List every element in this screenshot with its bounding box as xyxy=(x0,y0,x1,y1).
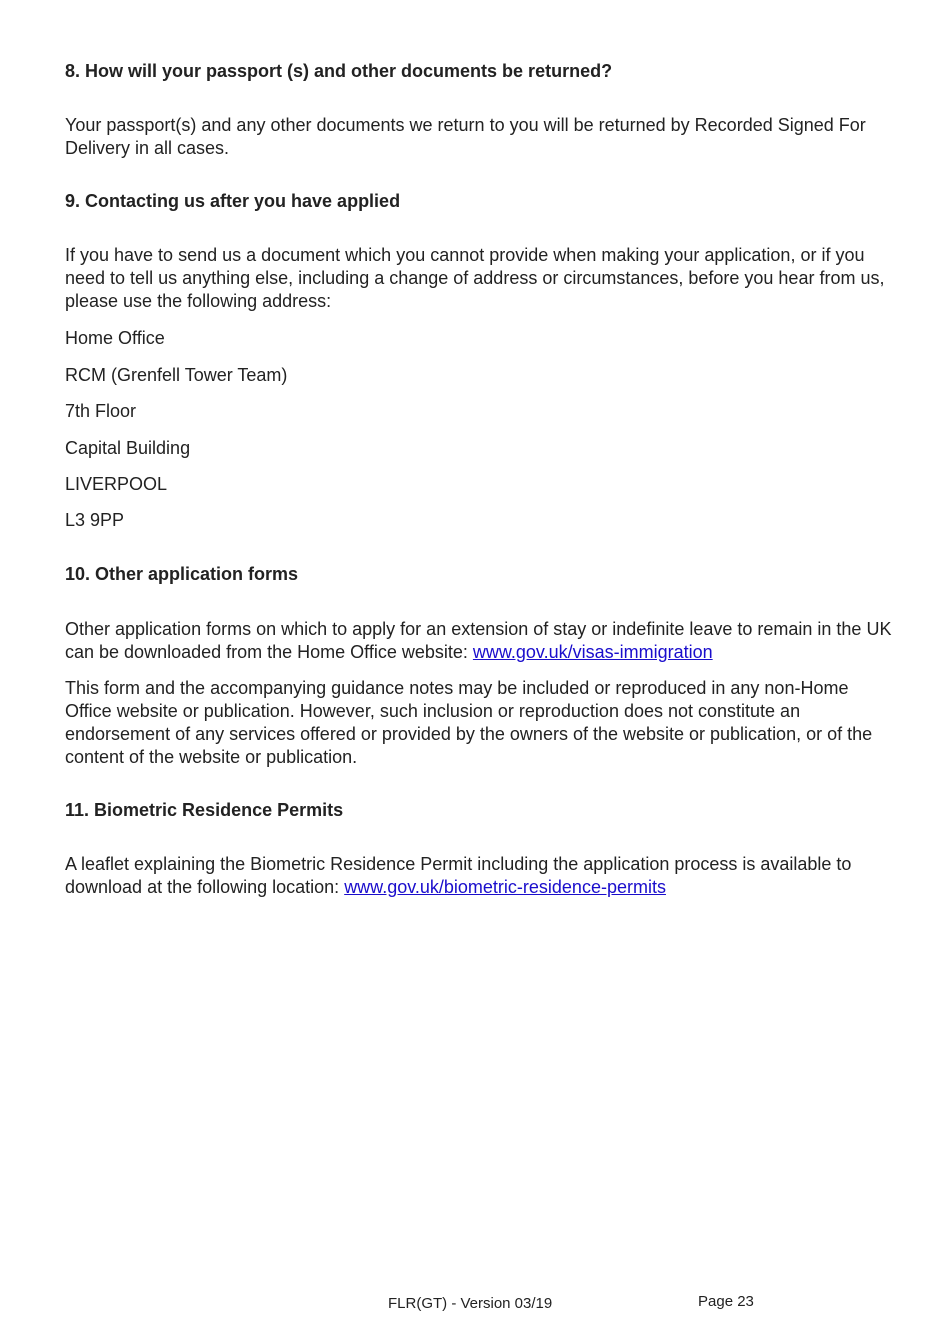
section-11-body xyxy=(65,853,895,899)
biometric-residence-permits-link[interactable]: www.gov.uk/biometric-residence-permits xyxy=(344,877,666,897)
section-10-heading: 10. Other application forms xyxy=(65,564,299,584)
section-10-body-2: This form and the accompanying guidance notes may be included or reproduced in any non-Home Office website or publication. However, such inclusion or reproduction does not constitute an endorsement of any services offered or provided by the owners of the website or publication, or of the content of the website or publication. xyxy=(65,678,873,767)
page-number: Page 23 xyxy=(698,1293,754,1310)
section-9-body: If you have to send us a document which you cannot provide when making your application, or if you need to tell us anything else, including a change of address or circumstances, before you hear from us, please use the following address: xyxy=(65,245,885,311)
address-line: RCM (Grenfell Tower Team) xyxy=(65,365,288,385)
section-10-body xyxy=(65,618,895,664)
section-11-body-text: A leaflet explaining the Biometric Residence Permit including the application process is available to download at the following location: xyxy=(65,854,852,897)
address-line: Capital Building xyxy=(65,438,191,458)
section-8-body: Your passport(s) and any other documents we return to you will be returned by Recorded Signed For Delivery in all cases. xyxy=(65,115,866,158)
address-line: L3 9PP xyxy=(65,510,125,530)
section-10-body-text: Other application forms on which to apply for an extension of stay or indefinite leave to remain in the UK can be downloaded from the Home Office website: xyxy=(65,619,892,662)
address-line: 7th Floor xyxy=(65,401,137,421)
visas-immigration-link[interactable]: www.gov.uk/visas-immigration xyxy=(472,642,713,662)
footer-version: FLR(GT) - Version 03/19 xyxy=(388,1295,553,1312)
address-line: Home Office xyxy=(65,328,165,348)
section-9-heading: 9. Contacting us after you have applied xyxy=(65,191,401,211)
section-11-heading: 11. Biometric Residence Permits xyxy=(65,800,344,820)
section-8-heading: 8. How will your passport (s) and other documents be returned? xyxy=(65,61,613,81)
address-line: LIVERPOOL xyxy=(65,474,168,494)
